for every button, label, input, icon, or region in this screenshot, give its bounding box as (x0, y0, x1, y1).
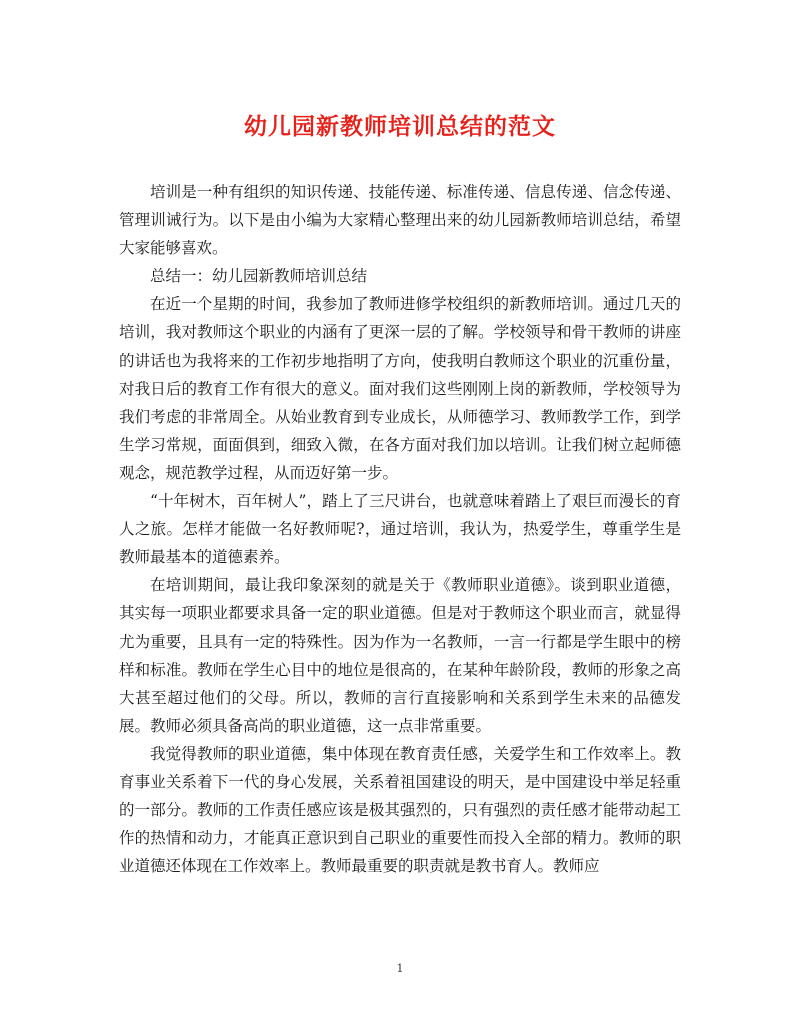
page-number: 1 (396, 962, 404, 975)
document-title: 幼儿园新教师培训总结的范文 (244, 113, 556, 140)
intro-paragraph: 培训是一种有组织的知识传递、技能传递、标准传递、信息传递、信念传递、管理训诫行为。以下是由小编为大家精心整理出来的幼儿园新教师培训总结，希望大家能够喜欢。 (119, 183, 681, 258)
section-heading: 总结一：幼儿园新教师培训总结 (150, 267, 368, 286)
body-paragraph: “十年树木，百年树人”，踏上了三尺讲台，也就意味着踏上了艰巨而漫长的育人之旅。怎样才能做一名好教师呢?，通过培训，我认为，热爱学生，尊重学生是教师最基本的道德素养。 (119, 492, 681, 567)
body-paragraph: 在近一个星期的时间，我参加了教师进修学校组织的新教师培训。通过几天的培训，我对教师这个职业的内涵有了更深一层的了解。学校领导和骨干教师的讲座的讲话也为我将来的工作初步地指明了方向，使我明白教师这个职业的沉重份量，对我日后的教育工作有很大的意义。面对我们这些刚刚上岗的新教师，学校领导为我们考虑的非常周全。从始业教育到专业成长，从师德学习、教师教学工作，到学生学习常规，面面俱到，细致入微，在各方面对我们加以培训。让我们树立起师德观念，规范教学过程，从而迈好第一步。 (119, 295, 681, 482)
body-paragraph: 我觉得教师的职业道德，集中体现在教育责任感，关爱学生和工作效率上。教育事业关系着下一代的身心发展，关系着祖国建设的明天，是中国建设中举足轻重的一部分。教师的工作责任感应该是极其强烈的，只有强烈的责任感才能带动起工作的热情和动力，才能真正意识到自己职业的重要性而投入全部的精力。教师的职业道德还体现在工作效率上。教师最重要的职责就是教书育人。教师应 (119, 744, 681, 876)
body-paragraph: 在培训期间，最让我印象深刻的就是关于《教师职业道德》。谈到职业道德，其实每一项职业都要求具备一定的职业道德。但是对于教师这个职业而言，就显得尤为重要，且具有一定的特殊性。因为作为一名教师，一言一行都是学生眼中的榜样和标准。教师在学生心目中的地位是很高的，在某种年龄阶段，教师的形象之高大甚至超过他们的父母。所以，教师的言行直接影响和关系到学生未来的品德发展。教师必须具备高尚的职业道德，这一点非常重要。 (119, 576, 681, 735)
document-body (119, 178, 681, 880)
